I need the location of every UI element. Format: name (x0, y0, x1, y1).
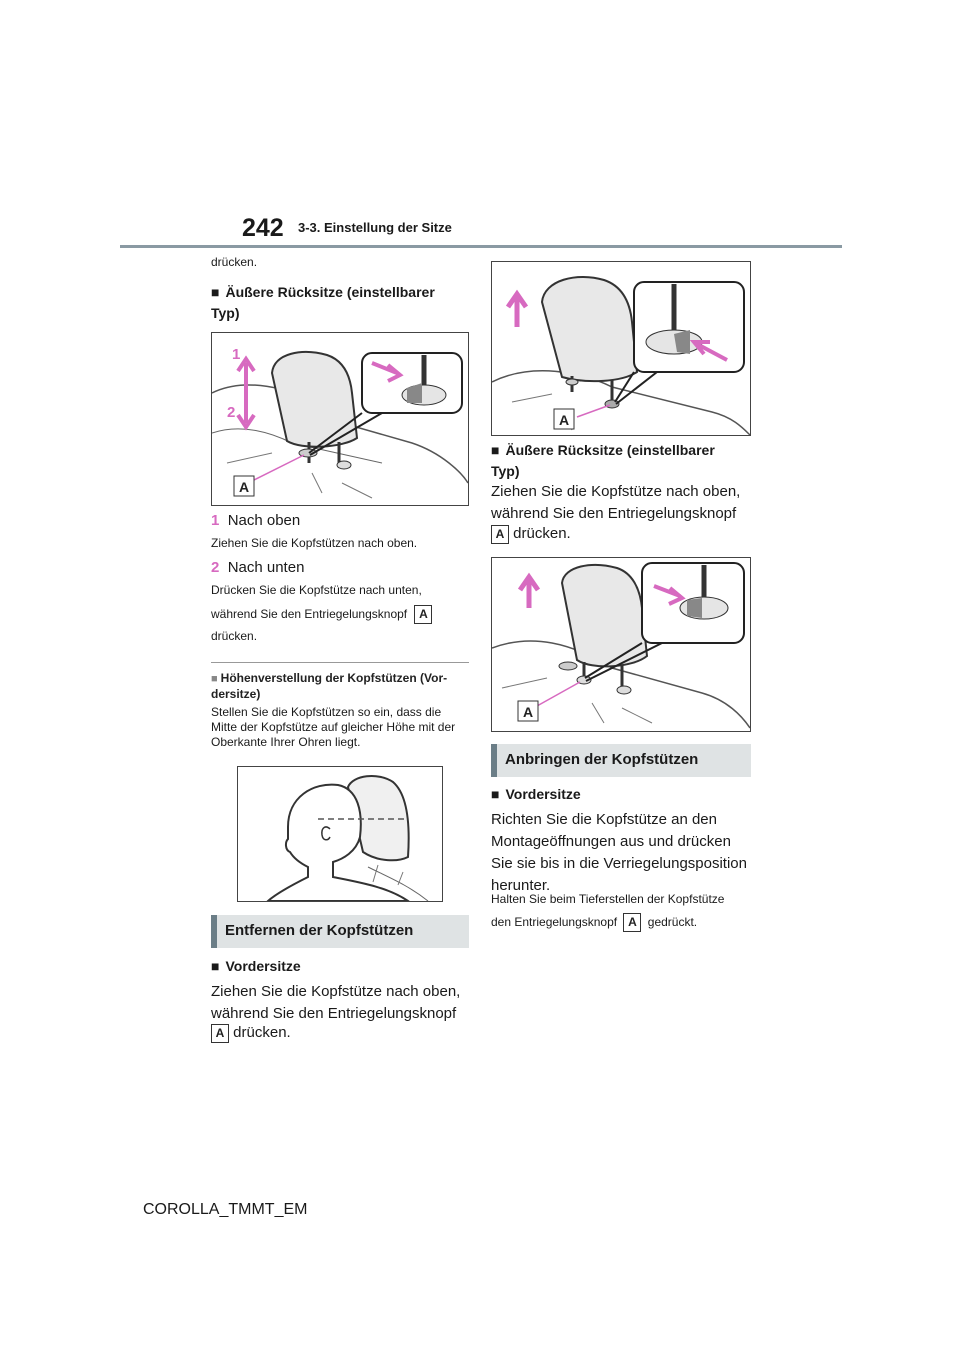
front-seats-text-left: Ziehen Sie die Kopfstütze nach oben, während Sie den Entriegelungsknopf (211, 983, 461, 1022)
install-headrests-banner: Anbringen der Kopfstützen (491, 744, 751, 777)
button-a-label: A (414, 605, 432, 624)
divider (211, 662, 469, 663)
rear-text-right-end: A drücken. (491, 523, 571, 544)
note-text-b: den Entriegelungsknopf A gedrückt. (491, 913, 697, 932)
step-1: 1 Nach oben (211, 512, 301, 529)
square-bullet-icon: ■ (491, 786, 500, 802)
front-seats-text-right: Richten Sie die Kopfstütze an den Montageöffnungen aus und drücken Sie sie bis in die Verriegelungsposition herunter. (491, 811, 747, 894)
arrow-label-2: 2 (227, 404, 236, 421)
step-2-text-b: während Sie den Entriegelungsknopf A (211, 605, 432, 624)
step-1-text: Ziehen Sie die Kopfstützen nach oben. (211, 536, 418, 550)
section-title: 3-3. Einstellung der Sitze (298, 220, 452, 235)
rear-text-right: Ziehen Sie die Kopfstütze nach oben, während Sie den Entriegelungsknopf (491, 483, 741, 522)
height-adjust-text: Stellen Sie die Kopfstützen so ein, dass die Mitte der Kopfstütze auf gleicher Höhe mit der Oberkante Ihrer Ohren liegt. (211, 705, 456, 749)
square-bullet-icon: ■ (211, 284, 220, 300)
label-a: A (523, 704, 534, 720)
button-a-label: A (491, 525, 509, 544)
remove-headrests-banner: Entfernen der Kopfstützen (211, 915, 469, 948)
square-bullet-icon: ■ (491, 442, 500, 458)
page-number: 242 (242, 214, 284, 242)
button-a-label: A (623, 913, 641, 932)
label-a: A (239, 479, 250, 495)
front-seats-text-left-end: A drücken. (211, 1022, 291, 1043)
front-seats-heading-right: ■ Vordersitze (491, 786, 581, 802)
step-2-text-c: drücken. (211, 629, 258, 643)
figure-rear-adjust (211, 332, 469, 506)
figure-rear-remove (491, 557, 751, 732)
square-bullet-icon: ■ (211, 958, 220, 974)
footer-code: COROLLA_TMMT_EM (143, 1201, 308, 1218)
button-a-label: A (211, 1024, 229, 1043)
height-adjust-heading: ■ Höhenverstellung der Kopfstützen (Vor-dersitze) (211, 671, 448, 701)
intro-text: drücken. (211, 255, 258, 269)
rear-adjustable-heading-right: ■ Äußere Rücksitze (einstellbarer Typ) (491, 442, 715, 479)
rear-adjustable-heading: ■ Äußere Rücksitze (einstellbarer Typ) (211, 284, 435, 321)
figure-front-remove (491, 261, 751, 436)
front-seats-heading-left: ■ Vordersitze (211, 958, 301, 974)
step-2: 2 Nach unten (211, 559, 305, 576)
label-a: A (559, 412, 570, 428)
arrow-label-1: 1 (232, 346, 241, 363)
square-bullet-icon: ■ (211, 673, 218, 685)
header-divider (120, 245, 842, 248)
figure-head-height (237, 766, 443, 902)
step-2-text-a: Drücken Sie die Kopfstütze nach unten, (211, 583, 422, 597)
note-text-a: Halten Sie beim Tieferstellen der Kopfstütze (491, 892, 725, 906)
